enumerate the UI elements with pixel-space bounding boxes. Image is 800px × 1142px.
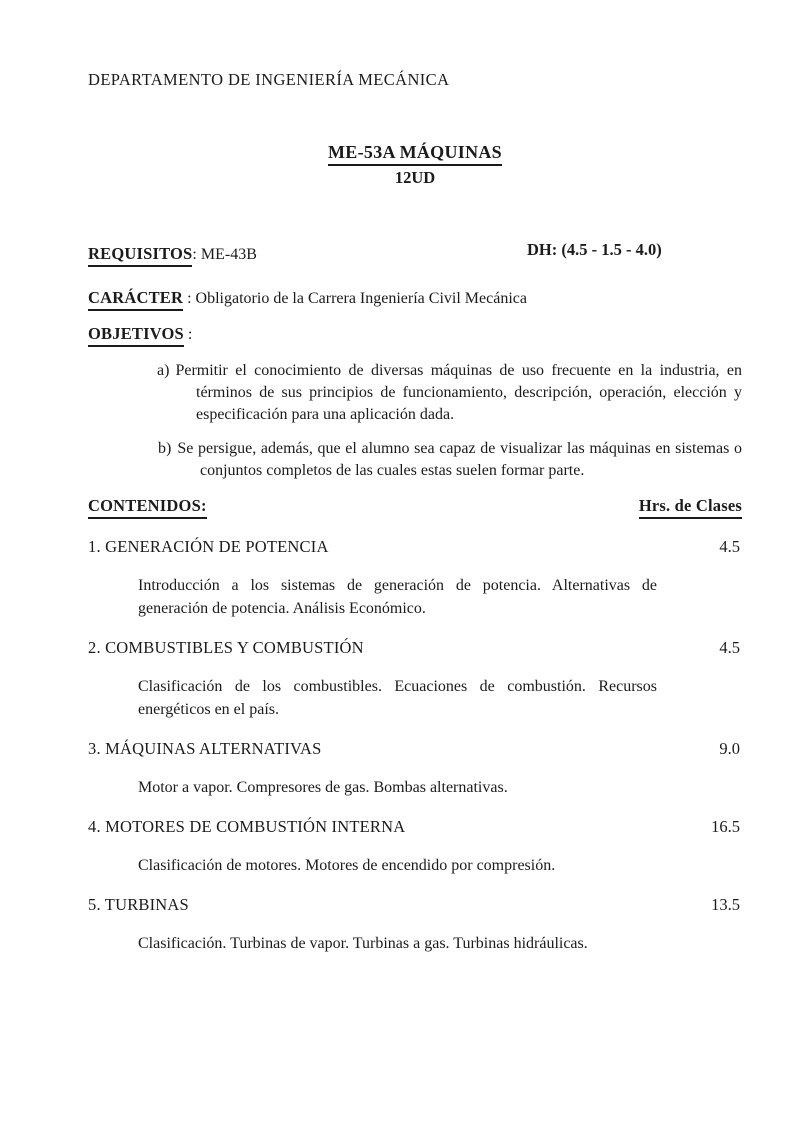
contenidos-label: CONTENIDOS: bbox=[88, 496, 207, 519]
objective-item-b bbox=[158, 438, 742, 482]
course-units: 12UD bbox=[394, 168, 436, 187]
section-title: 5. TURBINAS bbox=[88, 895, 189, 914]
section-hours: 16.5 bbox=[711, 817, 740, 836]
objetivos-label: OBJETIVOS bbox=[88, 324, 184, 347]
caracter-value: : Obligatorio de la Carrera Ingeniería Civil Mecánica bbox=[183, 290, 527, 307]
objetivos-colon: : bbox=[183, 326, 193, 343]
section-description: Motor a vapor. Compresores de gas. Bombas alternativas. bbox=[138, 779, 508, 796]
caracter-label: CARÁCTER bbox=[88, 288, 183, 311]
requisitos-label: REQUISITOS bbox=[88, 244, 192, 267]
section-description: Clasificación de los combustibles. Ecuaciones de combustión. Recursos energéticos en el país. bbox=[138, 678, 657, 718]
section-row bbox=[88, 637, 740, 659]
section-row bbox=[88, 738, 740, 760]
course-title: ME-53A MÁQUINAS bbox=[328, 142, 502, 166]
section-title: 1. GENERACIÓN DE POTENCIA bbox=[88, 537, 329, 556]
section-hours: 9.0 bbox=[719, 739, 740, 758]
objective-item-a bbox=[157, 360, 742, 426]
objetivos-row bbox=[88, 324, 192, 347]
contenidos-header-row bbox=[88, 496, 742, 519]
section-block bbox=[88, 637, 740, 721]
section-hours: 4.5 bbox=[719, 537, 740, 556]
requisitos-value: : ME-43B bbox=[192, 246, 257, 263]
department-heading: DEPARTAMENTO DE INGENIERÍA MECÁNICA bbox=[88, 70, 450, 89]
contents-list bbox=[88, 536, 740, 972]
dh-hours-value: DH: (4.5 - 1.5 - 4.0) bbox=[527, 240, 662, 259]
section-title: 3. MÁQUINAS ALTERNATIVAS bbox=[88, 739, 322, 758]
section-block bbox=[88, 816, 740, 877]
section-title: 2. COMBUSTIBLES Y COMBUSTIÓN bbox=[88, 638, 364, 657]
section-description: Introducción a los sistemas de generación de potencia. Alternativas de generación de potencia. Análisis Económico. bbox=[138, 577, 657, 617]
objective-text: Permitir el conocimiento de diversas máquinas de uso frecuente en la industria, en términos de sus principios de funcionamiento, descripción, operación, elección y especificación para una aplicación dada. bbox=[175, 362, 742, 423]
section-row bbox=[88, 536, 740, 558]
objective-marker: a) bbox=[157, 362, 170, 379]
section-hours: 4.5 bbox=[719, 638, 740, 657]
objective-text: Se persigue, además, que el alumno sea capaz de visualizar las máquinas en sistemas o conjuntos completos de las cuales estas suelen formar parte. bbox=[177, 440, 742, 479]
section-block bbox=[88, 738, 740, 799]
hours-column-header: Hrs. de Clases bbox=[639, 496, 742, 519]
section-block bbox=[88, 894, 740, 955]
objective-marker: b) bbox=[158, 440, 172, 457]
section-row bbox=[88, 894, 740, 916]
section-row bbox=[88, 816, 740, 838]
section-title: 4. MOTORES DE COMBUSTIÓN INTERNA bbox=[88, 817, 406, 836]
caracter-row bbox=[88, 288, 527, 311]
section-description: Clasificación. Turbinas de vapor. Turbinas a gas. Turbinas hidráulicas. bbox=[138, 935, 588, 952]
course-title-block bbox=[88, 142, 742, 188]
section-hours: 13.5 bbox=[711, 895, 740, 914]
section-description: Clasificación de motores. Motores de encendido por compresión. bbox=[138, 857, 556, 874]
section-block bbox=[88, 536, 740, 620]
requisitos-row bbox=[88, 244, 257, 267]
